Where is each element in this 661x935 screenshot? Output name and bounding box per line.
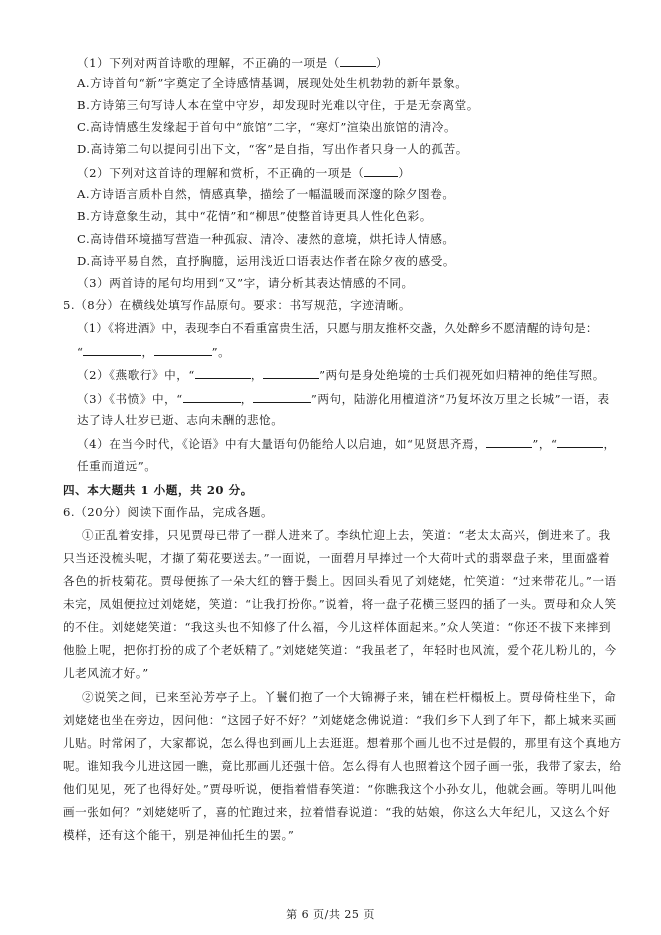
q6-p2-line: 画一张如何？”刘姥姥听了，喜的忙跑过来，拉着惜春说道：“我的姑娘，你这么大年纪儿，又这么个好 (63, 805, 611, 819)
q6-p2-line: 模样，还有这个能干，别是神仙托生的罢。” (63, 828, 295, 842)
q5-sub3-prompt: （3）《书愤》中，“ ， ”两句，陆游化用檀道济“乃复坏汝万里之长城”一语，表 (77, 392, 610, 406)
q4-sub2-option-d: D.高诗平易自然，直抒胸臆，运用浅近口语表达作者在除夕夜的感受。 (77, 254, 455, 268)
q6-p1-line: 只当还没梳头呢，才撷了菊花要送去。”一面说，一面碧月早捧过一个大荷叶式的翡翠盘子来，里面盛着 (63, 551, 611, 565)
q4-sub2-answer-blank[interactable] (364, 165, 398, 177)
q4-sub1-option-a: A.方诗首句“新”字奠定了全诗感情基调，展现处处生机勃勃的新年景象。 (77, 76, 468, 90)
q5-sub1-blank-1[interactable] (83, 344, 141, 356)
q6-header: 6.（20分）阅读下面作品，完成各题。 (63, 505, 274, 519)
q5-sub3-blank-1[interactable] (183, 391, 241, 403)
q5-sub4-continuation: 任重而道远”。 (77, 459, 157, 473)
q4-sub1-option-c: C.高诗情感生发缘起于首句中“旅馆”二字，“寒灯”渲染出旅馆的清冷。 (77, 120, 457, 134)
q6-p2-line: 呢。谁知我今儿进这园一瞧，竟比那画儿还强十倍。怎么得有人也照着这个园子画一张，我带了家去，给 (63, 759, 622, 773)
q6-p1-line: 未完，凤姐便拉过刘姥姥，笑道：“让我打扮你。”说着，将一盘子花横三竖四的插了一头。贾母和众人笑 (63, 597, 617, 611)
q5-sub1-answer-line: “ ， ”。 (77, 345, 231, 359)
q5-sub4-blank-1[interactable] (486, 436, 532, 448)
q4-sub1-option-d: D.高诗第二句以提问引出下文，“客”是自指，写出作者只身一人的孤苦。 (77, 142, 468, 156)
q5-sub3-blank-2[interactable] (253, 391, 311, 403)
q6-p2-line: 他们见见，死了也得好处。”贾母听说，便指着惜春笑道：“你瞧我这个小孙女儿，他就会画。等明儿叫他 (63, 782, 617, 796)
q6-p1-line: 的不住。刘姥姥笑道：“我这头也不知修了什么福，今儿这样体面起来。”众人笑道：“你还不拔下来摔到 (63, 620, 611, 634)
q5-sub1-blank-2[interactable] (154, 344, 212, 356)
section-title: 四、本大题共 1 小题，共 20 分。 (63, 483, 253, 497)
q4-sub2-option-b: B.方诗意象生动，其中“花情”和“柳思”使整首诗更具人性化色彩。 (77, 209, 432, 223)
q4-sub3-prompt: （3）两首诗的尾句均用到“又”字，请分析其表达情感的不同。 (77, 276, 414, 290)
q6-p2-line: 刘姥姥也坐在旁边，因问他：“这园子好不好？”刘姥姥念佛说道：“我们乡下人到了年下，都上城来买画 (63, 713, 617, 727)
page-number: 第 6 页/共 25 页 (286, 908, 375, 921)
q4-sub2-option-a: A.方诗语言质朴自然，情感真挚，描绘了一幅温暖而深邃的除夕图卷。 (77, 187, 455, 201)
q5-sub2-blank-2[interactable] (263, 367, 319, 379)
q4-sub2-option-c: C.高诗借环境描写营造一种孤寂、清冷、凄然的意境，烘托诗人情感。 (77, 232, 455, 246)
q6-p1-line: ①正乱着安排，只见贾母已带了一群人进来了。李纨忙迎上去，笑道：“老太太高兴，倒进来了。我 (82, 528, 611, 542)
q6-p1-line: 儿老风流才好。” (63, 666, 149, 680)
q6-p2-line: 儿贴。时常闲了，大家都说，怎么得也到画儿上去逛逛。想着那个画儿也不过是假的，那里有这个真地方 (63, 736, 622, 750)
q4-sub1-prompt: （1）下列对两首诗歌的理解，不正确的一项是（ ） (77, 56, 389, 70)
q4-sub1-option-b: B.方诗第三句写诗人本在堂中守岁，却发现时光难以守住，于是无奈离堂。 (77, 98, 479, 112)
q5-sub3-continuation: 达了诗人壮岁已逝、志向未酬的悲怆。 (77, 413, 284, 427)
q4-sub2-prompt: （2）下列对这首诗的理解和赏析，不正确的一项是（ ） (77, 166, 411, 180)
q5-sub2-blank-1[interactable] (195, 367, 251, 379)
q6-p2-line: ②说笑之间，已来至沁芳亭子上。丫鬟们抱了一个大锦褥子来，铺在栏杆榻板上。贾母倚柱坐下，命 (82, 690, 617, 704)
q5-header: 5.（8分）在横线处填写作品原句。要求：书写规范，字迹清晰。 (63, 298, 411, 312)
q5-sub4-prompt: （4）在当今时代，《论语》中有大量语句仍能给人以启迪，如“见贤思齐焉， ”，“ ， (77, 437, 616, 451)
q6-p1-line: 他脸上呢，把你打扮的成了个老妖精了。”刘姥姥笑道：“我虽老了，年轻时也风流，爱个花儿粉儿的，今 (63, 643, 617, 657)
q6-p1-line: 各色的折枝菊花。贾母便拣了一朵大红的簪于鬓上。因回头看见了刘姥姥，忙笑道：“过来带花儿。”一语 (63, 574, 617, 588)
q5-sub4-blank-2[interactable] (557, 436, 603, 448)
q5-sub1-prompt: （1）《将进酒》中，表现李白不看重富贵生活，只愿与朋友推杯交盏，久处醉乡不愿清醒的诗句是： (77, 321, 598, 335)
q5-sub2-prompt: （2）《燕歌行》中，“ ， ”两句是身处绝境的士兵们视死如归精神的绝佳写照。 (77, 368, 605, 382)
q4-sub1-answer-blank[interactable] (340, 55, 376, 67)
